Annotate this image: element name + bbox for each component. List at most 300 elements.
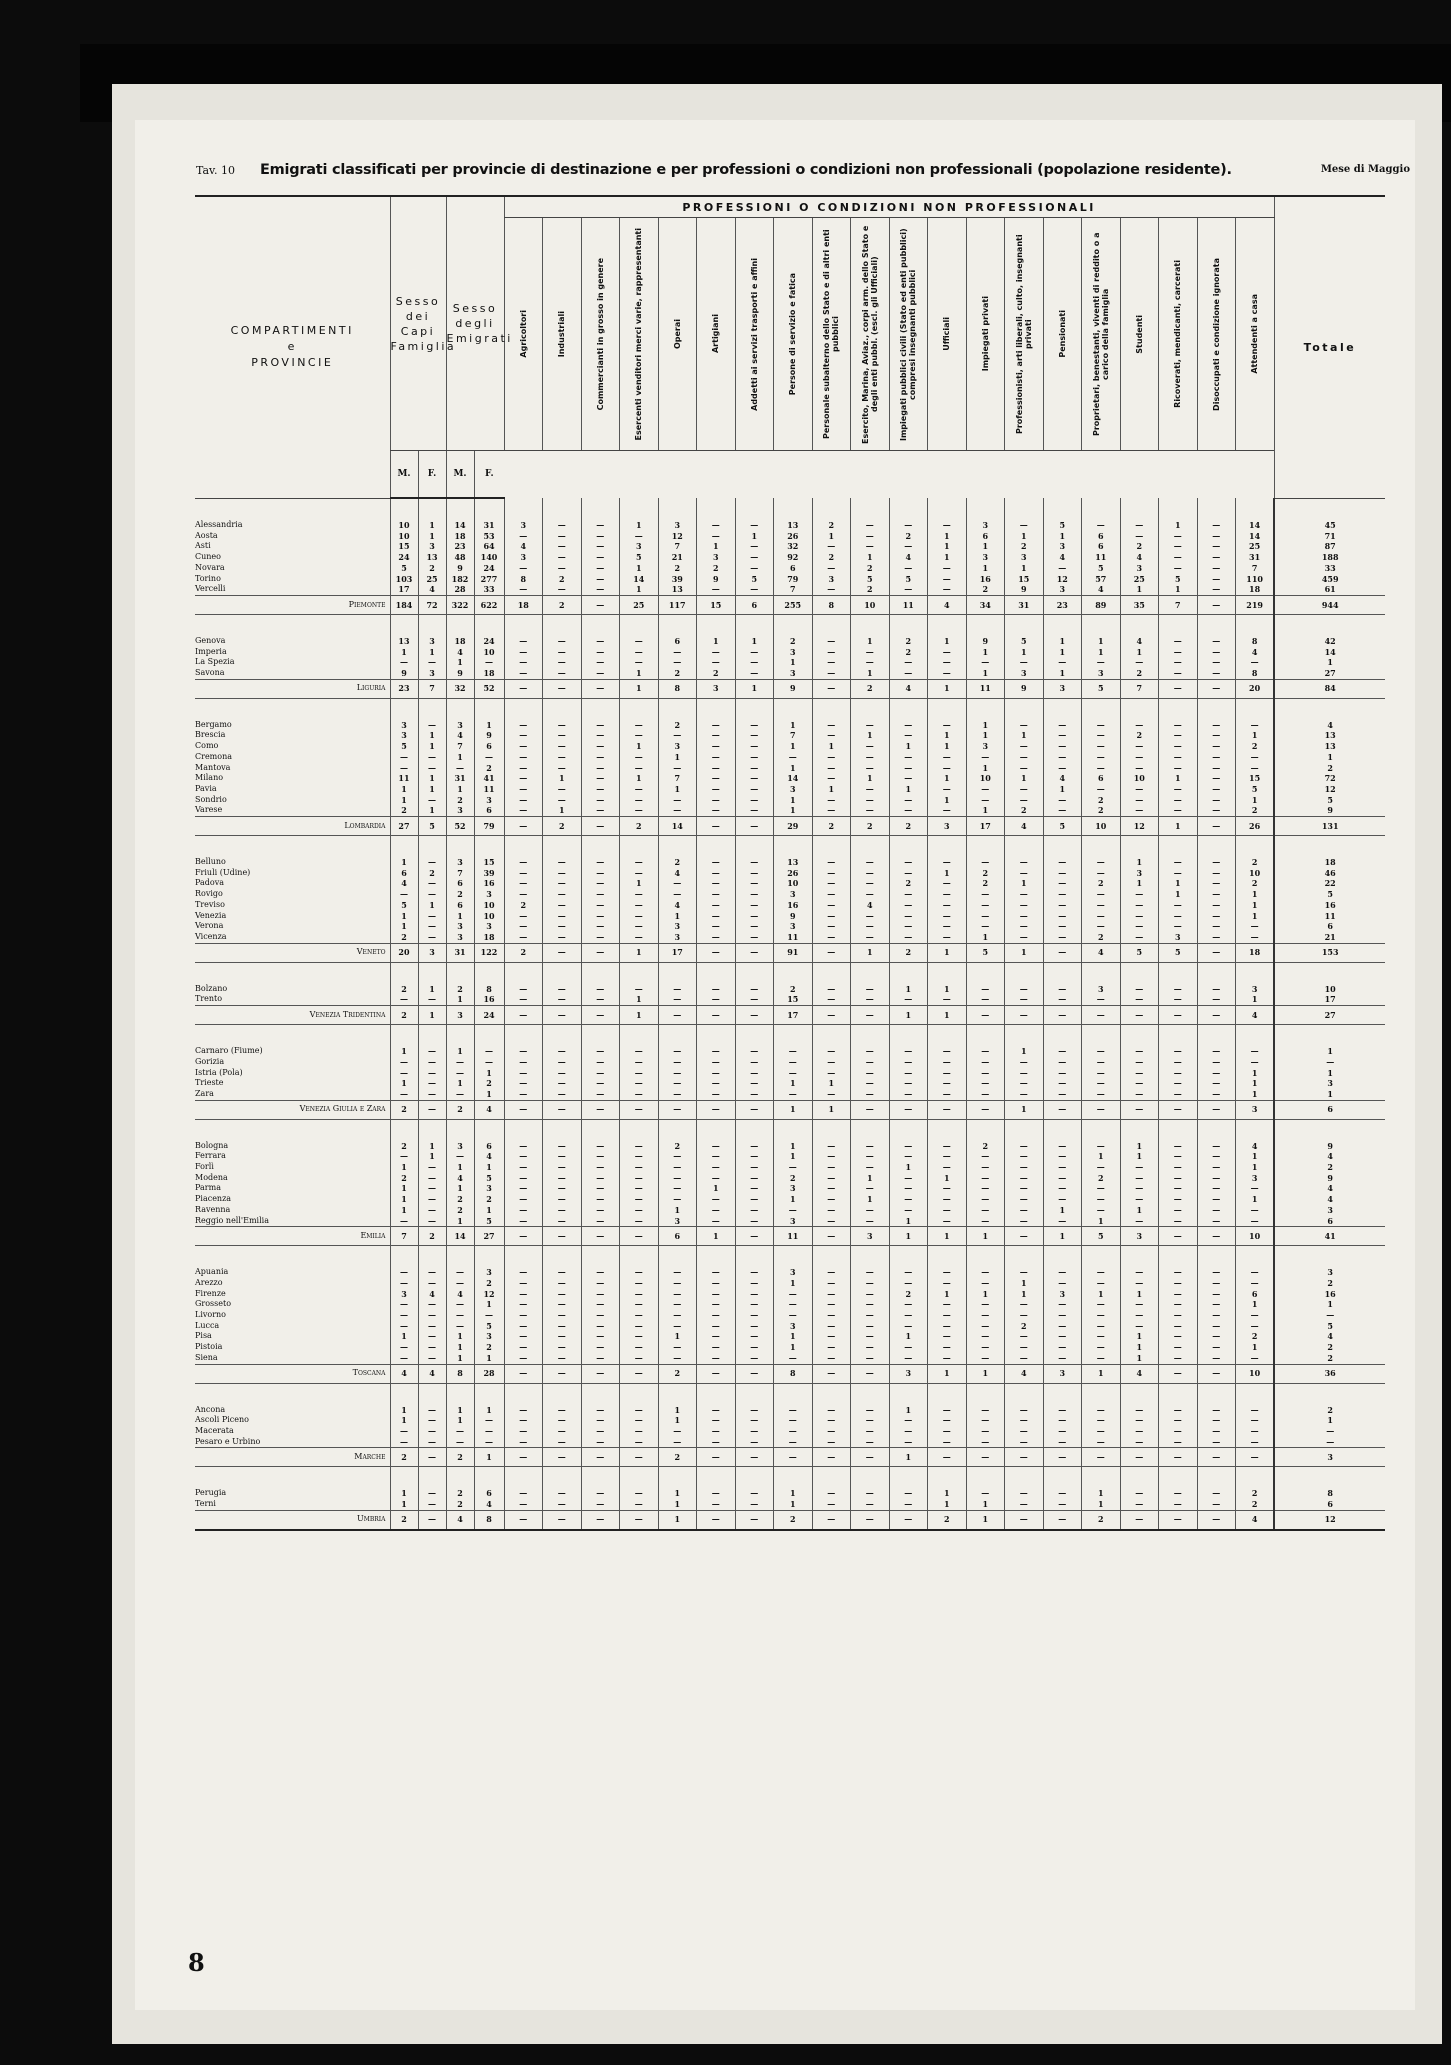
value-cell: — bbox=[1043, 1448, 1082, 1467]
value-cell: — bbox=[697, 741, 736, 752]
value-cell: — bbox=[851, 1426, 890, 1437]
spacer-cell bbox=[581, 1246, 620, 1268]
value-cell: 1 bbox=[474, 1448, 504, 1467]
spacer-cell bbox=[1274, 1246, 1385, 1268]
value-cell: — bbox=[504, 1499, 543, 1510]
value-cell: 2 bbox=[658, 720, 697, 731]
value-cell: — bbox=[390, 1089, 418, 1100]
value-cell: — bbox=[658, 657, 697, 668]
value-cell: — bbox=[620, 1194, 659, 1205]
value-cell: — bbox=[735, 1046, 774, 1057]
value-cell: — bbox=[581, 1342, 620, 1353]
value-cell: 4 bbox=[418, 584, 446, 595]
value-cell: 1 bbox=[1005, 1046, 1044, 1057]
profession-header bbox=[1159, 218, 1198, 451]
value-cell: 1 bbox=[390, 647, 418, 658]
value-cell: 2 bbox=[390, 805, 418, 816]
total-cell: 17 bbox=[1274, 994, 1385, 1005]
value-cell: 11 bbox=[474, 784, 504, 795]
value-cell: — bbox=[1005, 1141, 1044, 1152]
value-cell: 3 bbox=[966, 552, 1005, 563]
province-row bbox=[195, 1310, 1385, 1321]
value-cell: 1 bbox=[1120, 1141, 1159, 1152]
value-cell: — bbox=[1005, 795, 1044, 806]
profession-label: Disoccupati e condizione ignorata bbox=[1211, 257, 1221, 411]
value-cell: 1 bbox=[390, 1194, 418, 1205]
value-cell: — bbox=[418, 1321, 446, 1332]
value-cell: — bbox=[1082, 1057, 1121, 1068]
value-cell: — bbox=[928, 1415, 967, 1426]
spacer-cell bbox=[889, 698, 928, 720]
province-row bbox=[195, 1488, 1385, 1499]
value-cell: — bbox=[735, 817, 774, 836]
value-cell: — bbox=[1005, 1194, 1044, 1205]
value-cell: 1 bbox=[774, 795, 813, 806]
value-cell: — bbox=[504, 763, 543, 774]
value-cell: 1 bbox=[1236, 1089, 1275, 1100]
value-cell: — bbox=[474, 1046, 504, 1057]
value-cell: — bbox=[418, 1162, 446, 1173]
value-cell: — bbox=[1043, 1194, 1082, 1205]
value-cell: 1 bbox=[620, 741, 659, 752]
value-cell: — bbox=[812, 1321, 851, 1332]
value-cell: — bbox=[1159, 1331, 1198, 1342]
value-cell: — bbox=[1043, 657, 1082, 668]
profession-label: Esercenti venditori merci varie, rappresentanti bbox=[634, 227, 644, 441]
value-cell: — bbox=[504, 741, 543, 752]
value-cell: 3 bbox=[1082, 668, 1121, 679]
value-cell: 1 bbox=[812, 784, 851, 795]
province-name: Ascoli Piceno bbox=[195, 1415, 249, 1425]
value-cell: — bbox=[1159, 1162, 1198, 1173]
value-cell: — bbox=[889, 921, 928, 932]
value-cell: — bbox=[658, 984, 697, 995]
value-cell: — bbox=[1082, 763, 1121, 774]
province-name: Lucca bbox=[195, 1320, 220, 1330]
value-cell: — bbox=[1197, 1426, 1236, 1437]
value-cell: — bbox=[504, 1364, 543, 1383]
value-cell: — bbox=[1197, 857, 1236, 868]
value-cell: 32 bbox=[774, 541, 813, 552]
value-cell: — bbox=[418, 932, 446, 943]
value-cell: — bbox=[697, 1331, 736, 1342]
province-row bbox=[195, 911, 1385, 922]
value-cell: 3 bbox=[1120, 563, 1159, 574]
value-cell: 6 bbox=[1082, 531, 1121, 542]
value-cell: 1 bbox=[620, 994, 659, 1005]
value-cell: 1 bbox=[1120, 1331, 1159, 1342]
profession-label: Persone di servizio e fatica bbox=[788, 272, 798, 396]
value-cell: 1 bbox=[1236, 1068, 1275, 1079]
value-cell: 1 bbox=[390, 911, 418, 922]
spacer-cell bbox=[658, 614, 697, 636]
spacer-cell bbox=[735, 1119, 774, 1141]
value-cell: 2 bbox=[889, 878, 928, 889]
value-cell: — bbox=[658, 1068, 697, 1079]
value-cell: — bbox=[418, 1426, 446, 1437]
value-cell: — bbox=[1120, 531, 1159, 542]
value-cell: — bbox=[1120, 1173, 1159, 1184]
value-cell: — bbox=[851, 784, 890, 795]
value-cell: — bbox=[474, 752, 504, 763]
spacer-cell bbox=[504, 698, 543, 720]
province-name: Ferrara bbox=[195, 1151, 226, 1161]
value-cell: — bbox=[1159, 679, 1198, 698]
value-cell: 2 bbox=[1082, 795, 1121, 806]
value-cell: — bbox=[1005, 520, 1044, 531]
value-cell: — bbox=[697, 911, 736, 922]
value-cell: 5 bbox=[474, 1173, 504, 1184]
month-label: Mese di Maggio bbox=[1320, 164, 1410, 175]
spacer-cell bbox=[928, 836, 967, 858]
rowhead-provincie: PROVINCIE bbox=[251, 356, 334, 370]
value-cell: — bbox=[1159, 1100, 1198, 1119]
total-cell: 6 bbox=[1274, 921, 1385, 932]
province-name: Belluno bbox=[195, 857, 226, 867]
spacer-cell bbox=[1043, 498, 1082, 520]
value-cell: — bbox=[697, 1278, 736, 1289]
value-cell: — bbox=[697, 868, 736, 879]
spacer-cell bbox=[658, 1383, 697, 1405]
value-cell: 4 bbox=[390, 878, 418, 889]
value-cell: — bbox=[1236, 1426, 1275, 1437]
spacer-cell bbox=[928, 1467, 967, 1489]
value-cell: — bbox=[504, 668, 543, 679]
value-cell: 72 bbox=[418, 595, 446, 614]
value-cell: — bbox=[1159, 741, 1198, 752]
value-cell: 18 bbox=[1236, 943, 1275, 962]
value-cell: 2 bbox=[658, 1448, 697, 1467]
province-name: Rovigo bbox=[195, 889, 223, 899]
spacer-cell bbox=[1159, 498, 1198, 520]
value-cell: — bbox=[543, 584, 582, 595]
value-cell: 2 bbox=[889, 647, 928, 658]
value-cell: 1 bbox=[418, 805, 446, 816]
value-cell: — bbox=[1043, 857, 1082, 868]
value-cell: 322 bbox=[446, 595, 474, 614]
spacer-cell bbox=[966, 614, 1005, 636]
value-cell: — bbox=[658, 805, 697, 816]
value-cell: — bbox=[697, 1162, 736, 1173]
compartment-total-row bbox=[195, 1006, 1385, 1025]
rowhead-compartimenti: COMPARTIMENTI bbox=[230, 324, 354, 338]
spacer-cell bbox=[390, 1467, 418, 1489]
province-name: Sondrio bbox=[195, 794, 227, 804]
value-cell: 1 bbox=[418, 1151, 446, 1162]
value-cell: — bbox=[1197, 1299, 1236, 1310]
spacer-cell bbox=[1043, 1246, 1082, 1268]
spacer-cell bbox=[735, 614, 774, 636]
value-cell: — bbox=[1159, 795, 1198, 806]
spacer-cell bbox=[697, 1246, 736, 1268]
spacer-cell bbox=[620, 1119, 659, 1141]
spacer-cell bbox=[620, 1246, 659, 1268]
value-cell: — bbox=[1159, 1267, 1198, 1278]
value-cell: — bbox=[581, 817, 620, 836]
value-cell: — bbox=[418, 889, 446, 900]
value-cell: — bbox=[812, 1173, 851, 1184]
value-cell: — bbox=[474, 1415, 504, 1426]
value-cell: — bbox=[928, 1141, 967, 1152]
value-cell: 23 bbox=[1043, 595, 1082, 614]
spacer-cell bbox=[851, 614, 890, 636]
value-cell: 2 bbox=[390, 932, 418, 943]
value-cell: — bbox=[504, 1405, 543, 1416]
value-cell: 2 bbox=[446, 1499, 474, 1510]
value-cell: 1 bbox=[774, 763, 813, 774]
value-cell: — bbox=[1236, 1183, 1275, 1194]
value-cell: — bbox=[1120, 1100, 1159, 1119]
value-cell: — bbox=[543, 1006, 582, 1025]
value-cell: 5 bbox=[418, 817, 446, 836]
value-cell: — bbox=[1197, 1162, 1236, 1173]
province-name: La Spezia bbox=[195, 657, 235, 667]
value-cell: — bbox=[889, 994, 928, 1005]
value-cell: — bbox=[1159, 1141, 1198, 1152]
value-cell: 10 bbox=[390, 531, 418, 542]
value-cell: — bbox=[581, 1299, 620, 1310]
value-cell: — bbox=[1082, 868, 1121, 879]
value-cell: 31 bbox=[474, 520, 504, 531]
value-cell: 4 bbox=[1236, 1141, 1275, 1152]
value-cell: — bbox=[1197, 1331, 1236, 1342]
value-cell: — bbox=[1120, 520, 1159, 531]
value-cell: 1 bbox=[446, 1405, 474, 1416]
value-cell: — bbox=[620, 1267, 659, 1278]
value-cell: 3 bbox=[390, 720, 418, 731]
total-cell: 1 bbox=[1274, 1415, 1385, 1426]
spacer-cell bbox=[581, 1119, 620, 1141]
value-cell: — bbox=[1197, 943, 1236, 962]
spacer-cell bbox=[658, 1246, 697, 1268]
value-cell: — bbox=[1236, 763, 1275, 774]
value-cell: — bbox=[581, 741, 620, 752]
spacer-cell bbox=[697, 1467, 736, 1489]
value-cell: — bbox=[1236, 720, 1275, 731]
value-cell: 1 bbox=[1159, 584, 1198, 595]
value-cell: 1 bbox=[446, 1183, 474, 1194]
compartment-name: Piemonte bbox=[195, 595, 390, 614]
value-cell: — bbox=[658, 889, 697, 900]
province-name: Cuneo bbox=[195, 552, 221, 562]
value-cell: — bbox=[851, 1162, 890, 1173]
spacer-cell bbox=[1120, 498, 1159, 520]
value-cell: — bbox=[1120, 911, 1159, 922]
value-cell: — bbox=[504, 1299, 543, 1310]
value-cell: 2 bbox=[928, 1510, 967, 1530]
value-cell: — bbox=[620, 636, 659, 647]
value-cell: — bbox=[1043, 1488, 1082, 1499]
value-cell: 1 bbox=[658, 1415, 697, 1426]
value-cell: — bbox=[390, 1299, 418, 1310]
value-cell: 11 bbox=[889, 595, 928, 614]
value-cell: 28 bbox=[446, 584, 474, 595]
value-cell: — bbox=[966, 1310, 1005, 1321]
value-cell: — bbox=[418, 763, 446, 774]
value-cell: — bbox=[1005, 1173, 1044, 1184]
value-cell: — bbox=[1197, 1510, 1236, 1530]
value-cell: 34 bbox=[966, 595, 1005, 614]
value-cell: — bbox=[1159, 1426, 1198, 1437]
value-cell: — bbox=[1197, 1267, 1236, 1278]
value-cell: — bbox=[1159, 921, 1198, 932]
spacer-cell bbox=[504, 498, 543, 520]
spacer-cell bbox=[1197, 1246, 1236, 1268]
total-cell: 61 bbox=[1274, 584, 1385, 595]
value-cell: — bbox=[504, 1162, 543, 1173]
value-cell: — bbox=[966, 1216, 1005, 1227]
spacer-cell bbox=[446, 836, 474, 858]
value-cell: — bbox=[1005, 1227, 1044, 1246]
value-cell: — bbox=[418, 1299, 446, 1310]
value-cell: — bbox=[418, 1183, 446, 1194]
value-cell: — bbox=[418, 1353, 446, 1364]
value-cell: — bbox=[1120, 932, 1159, 943]
value-cell: — bbox=[735, 1068, 774, 1079]
value-cell: 8 bbox=[474, 1510, 504, 1530]
province-row bbox=[195, 720, 1385, 731]
value-cell: — bbox=[774, 1299, 813, 1310]
value-cell: 1 bbox=[812, 741, 851, 752]
value-cell: 2 bbox=[1005, 541, 1044, 552]
value-cell: — bbox=[697, 1151, 736, 1162]
value-cell: — bbox=[581, 1278, 620, 1289]
spacer-cell bbox=[966, 1119, 1005, 1141]
province-name: Como bbox=[195, 741, 219, 751]
value-cell: — bbox=[774, 1089, 813, 1100]
rowhead-e: e bbox=[287, 340, 297, 354]
value-cell: — bbox=[1082, 1267, 1121, 1278]
profession-label: Proprietari, benestanti, viventi di reddito o a carico della famiglia bbox=[1091, 232, 1110, 436]
value-cell: 1 bbox=[928, 552, 967, 563]
spacer-cell bbox=[1197, 1467, 1236, 1489]
page-number: 8 bbox=[188, 1948, 205, 1977]
value-cell: 79 bbox=[774, 574, 813, 585]
value-cell: — bbox=[812, 657, 851, 668]
value-cell: — bbox=[812, 1488, 851, 1499]
value-cell: 18 bbox=[474, 668, 504, 679]
value-cell: 2 bbox=[390, 1448, 418, 1467]
value-cell: — bbox=[812, 795, 851, 806]
value-cell: — bbox=[928, 1046, 967, 1057]
compartment-name: Lombardia bbox=[195, 817, 390, 836]
value-cell: — bbox=[658, 1006, 697, 1025]
spacer-cell bbox=[966, 836, 1005, 858]
value-cell: 1 bbox=[697, 636, 736, 647]
value-cell: — bbox=[581, 1321, 620, 1332]
value-cell: 2 bbox=[1236, 1488, 1275, 1499]
value-cell: 1 bbox=[889, 1405, 928, 1416]
value-cell: 3 bbox=[1005, 668, 1044, 679]
value-cell: — bbox=[1082, 921, 1121, 932]
province-name: Arezzo bbox=[195, 1277, 223, 1287]
value-cell: — bbox=[620, 1364, 659, 1383]
value-cell: — bbox=[812, 911, 851, 922]
spacer-cell bbox=[1043, 962, 1082, 984]
value-cell: — bbox=[620, 1057, 659, 1068]
total-cell: 3 bbox=[1274, 1205, 1385, 1216]
value-cell: — bbox=[774, 1310, 813, 1321]
value-cell: — bbox=[1159, 1278, 1198, 1289]
value-cell: — bbox=[812, 1068, 851, 1079]
value-cell: 2 bbox=[851, 679, 890, 698]
value-cell: — bbox=[851, 763, 890, 774]
profession-label: Professionisti, arti liberali, culto, insegnanti privati bbox=[1014, 234, 1033, 434]
value-cell: 1 bbox=[966, 720, 1005, 731]
value-cell: — bbox=[474, 657, 504, 668]
value-cell: — bbox=[390, 657, 418, 668]
province-row bbox=[195, 1437, 1385, 1448]
value-cell: 1 bbox=[1159, 817, 1198, 836]
province-row bbox=[195, 773, 1385, 784]
spacer-cell bbox=[474, 1119, 504, 1141]
value-cell: — bbox=[1159, 1353, 1198, 1364]
province-row bbox=[195, 574, 1385, 585]
value-cell: 3 bbox=[1120, 1227, 1159, 1246]
profession-label: Commercianti in grosso in genere bbox=[595, 257, 605, 411]
value-cell: — bbox=[1197, 636, 1236, 647]
value-cell: 1 bbox=[889, 1448, 928, 1467]
value-cell: 1 bbox=[474, 1068, 504, 1079]
value-cell: — bbox=[620, 1173, 659, 1184]
spacer-cell bbox=[581, 498, 620, 520]
total-cell: 2 bbox=[1274, 1405, 1385, 1416]
value-cell: — bbox=[735, 868, 774, 879]
value-cell: — bbox=[774, 1405, 813, 1416]
value-cell: — bbox=[812, 1267, 851, 1278]
value-cell: — bbox=[1120, 1216, 1159, 1227]
spacer-cell bbox=[1043, 614, 1082, 636]
value-cell: — bbox=[1159, 1194, 1198, 1205]
spacer-cell bbox=[1082, 698, 1121, 720]
value-cell: — bbox=[581, 584, 620, 595]
value-cell: 31 bbox=[1005, 595, 1044, 614]
value-cell: 10 bbox=[1236, 1227, 1275, 1246]
spacer-cell bbox=[1236, 836, 1275, 858]
province-name: Cremona bbox=[195, 751, 233, 761]
value-cell: 3 bbox=[1236, 984, 1275, 995]
value-cell: 1 bbox=[446, 1331, 474, 1342]
value-cell: — bbox=[1043, 1046, 1082, 1057]
value-cell: 5 bbox=[1043, 520, 1082, 531]
value-cell: 2 bbox=[504, 900, 543, 911]
value-cell: 2 bbox=[390, 1173, 418, 1184]
value-cell: 25 bbox=[1236, 541, 1275, 552]
value-cell: 5 bbox=[1236, 784, 1275, 795]
value-cell: — bbox=[1043, 868, 1082, 879]
value-cell: — bbox=[1236, 1310, 1275, 1321]
spacer-cell bbox=[774, 698, 813, 720]
value-cell: — bbox=[1043, 911, 1082, 922]
value-cell: — bbox=[697, 1216, 736, 1227]
province-name: Bologna bbox=[195, 1140, 229, 1150]
value-cell: — bbox=[851, 795, 890, 806]
province-row bbox=[195, 730, 1385, 741]
value-cell: — bbox=[735, 541, 774, 552]
value-cell: — bbox=[1197, 994, 1236, 1005]
value-cell: — bbox=[1120, 1267, 1159, 1278]
value-cell: 3 bbox=[851, 1227, 890, 1246]
spacer-cell bbox=[581, 1025, 620, 1047]
value-cell: — bbox=[1236, 932, 1275, 943]
value-cell: — bbox=[1120, 784, 1159, 795]
province-name: Terni bbox=[195, 1499, 216, 1509]
value-cell: — bbox=[620, 1141, 659, 1152]
spacer-cell bbox=[1197, 962, 1236, 984]
value-cell: 4 bbox=[1236, 647, 1275, 658]
value-cell: — bbox=[851, 1006, 890, 1025]
spacer-cell bbox=[446, 1383, 474, 1405]
